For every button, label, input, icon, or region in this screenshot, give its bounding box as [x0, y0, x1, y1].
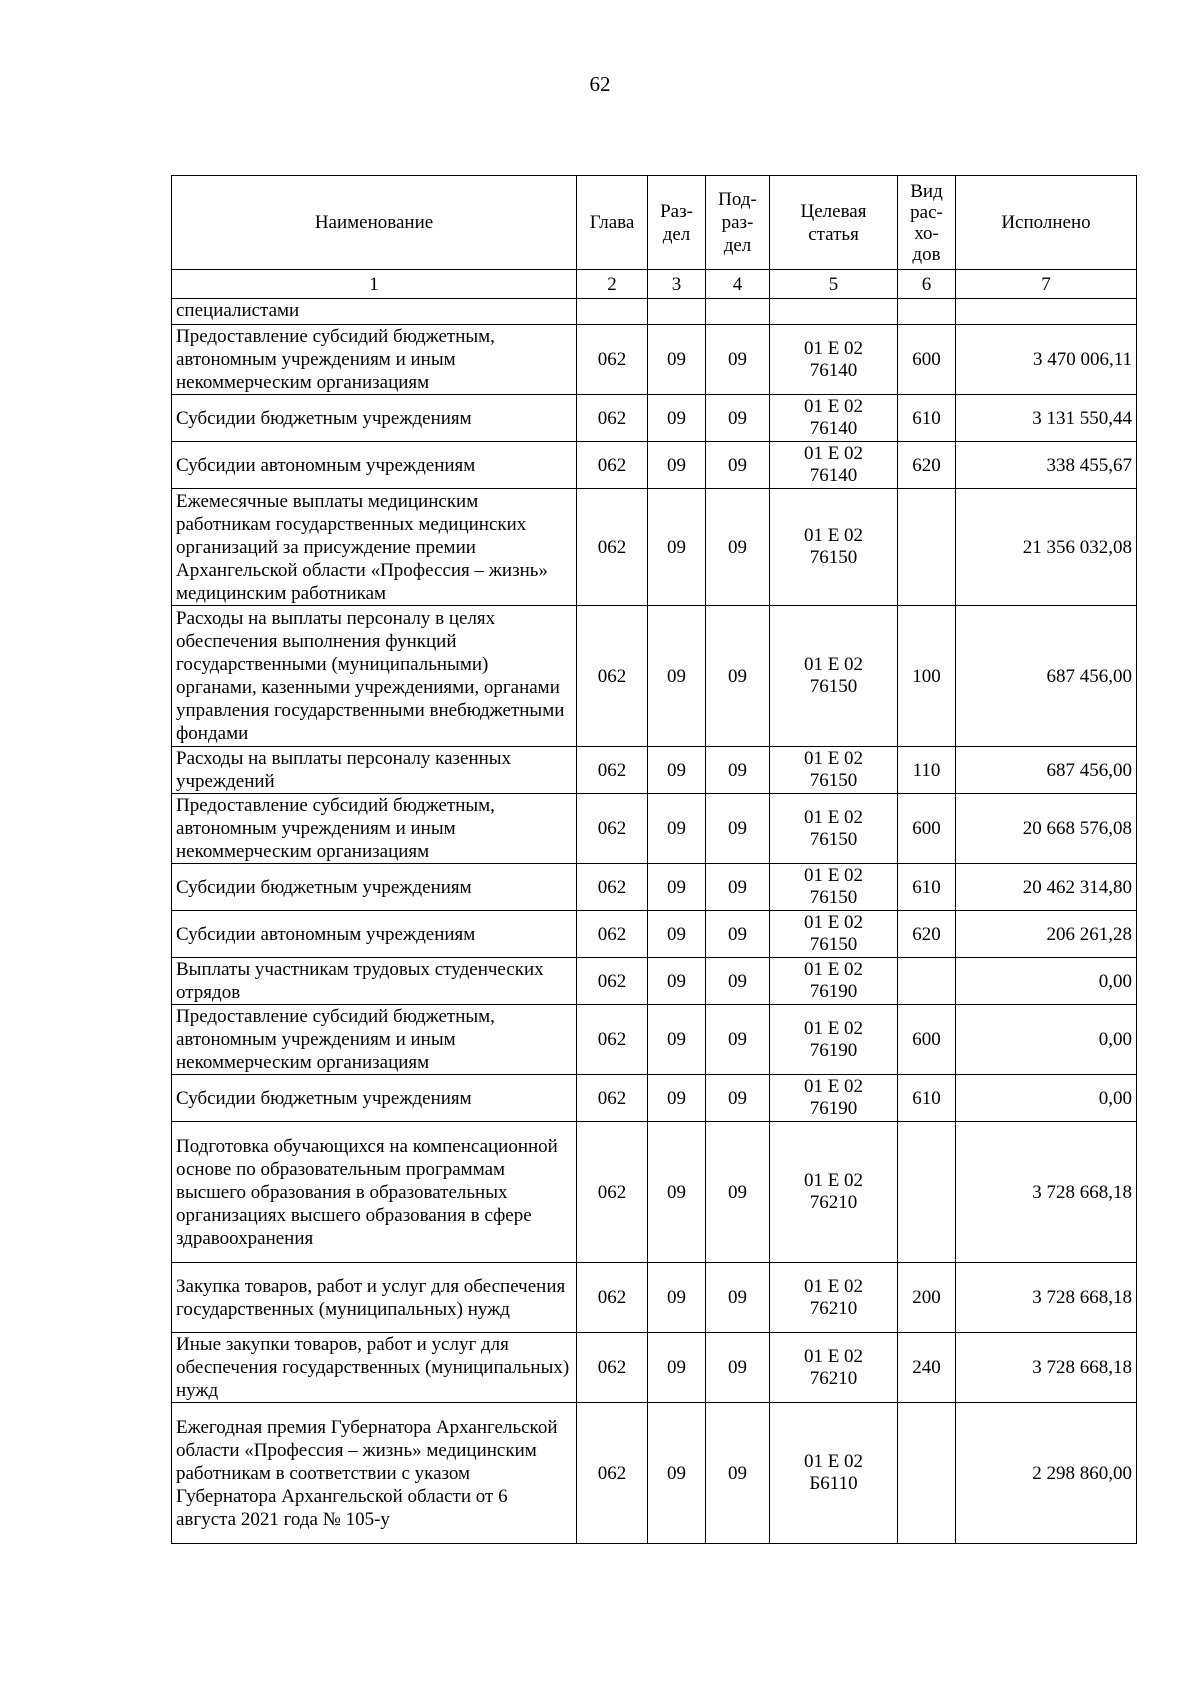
row-target-article: 01 Е 02 76210 — [770, 1263, 898, 1333]
table-row — [172, 1122, 1137, 1263]
column-number: 6 — [898, 270, 956, 299]
table-row — [172, 1403, 1137, 1544]
row-expense-type: 610 — [898, 1075, 956, 1122]
row-amount: 687 456,00 — [956, 747, 1137, 794]
header-executed: Исполнено — [956, 176, 1137, 270]
row-expense-type: 610 — [898, 864, 956, 911]
row-amount: 0,00 — [956, 958, 1137, 1005]
row-name: Выплаты участникам трудовых студенческих отрядов — [172, 958, 577, 1005]
row-name: Расходы на выплаты персоналу казенных учреждений — [172, 747, 577, 794]
row-amount: 3 131 550,44 — [956, 395, 1137, 442]
row-section: 09 — [648, 911, 706, 958]
table-row — [172, 442, 1137, 489]
header-name: Наименование — [172, 176, 577, 270]
row-section: 09 — [648, 606, 706, 747]
table-row — [172, 299, 1137, 325]
row-name: Ежегодная премия Губернатора Архангельской области «Профессия – жизнь» медицинским работникам в соответствии с указом Губернатора Архангельской области от 6 августа 2021 года № 105-у — [172, 1403, 577, 1544]
row-chapter: 062 — [577, 794, 648, 864]
row-amount: 687 456,00 — [956, 606, 1137, 747]
row-chapter: 062 — [577, 1122, 648, 1263]
row-name: Ежемесячные выплаты медицинским работникам государственных медицинских организаций за присуждение премии Архангельской области «Профессия – жизнь» медицинским работникам — [172, 489, 577, 606]
row-subsection: 09 — [706, 1263, 770, 1333]
table-row — [172, 958, 1137, 1005]
row-chapter: 062 — [577, 1403, 648, 1544]
row-section — [648, 299, 706, 325]
row-target-article: 01 Е 02 76210 — [770, 1122, 898, 1263]
row-subsection: 09 — [706, 864, 770, 911]
row-target-article: 01 Е 02 76190 — [770, 1075, 898, 1122]
row-chapter: 062 — [577, 1005, 648, 1075]
row-amount — [956, 299, 1137, 325]
row-amount: 2 298 860,00 — [956, 1403, 1137, 1544]
row-section: 09 — [648, 1122, 706, 1263]
row-section: 09 — [648, 489, 706, 606]
row-chapter: 062 — [577, 911, 648, 958]
row-subsection: 09 — [706, 1333, 770, 1403]
row-chapter: 062 — [577, 395, 648, 442]
row-name: Субсидии автономным учреждениям — [172, 442, 577, 489]
row-target-article: 01 Е 02 Б6110 — [770, 1403, 898, 1544]
table-row — [172, 1263, 1137, 1333]
column-number: 5 — [770, 270, 898, 299]
row-chapter: 062 — [577, 442, 648, 489]
row-target-article — [770, 299, 898, 325]
row-target-article: 01 Е 02 76210 — [770, 1333, 898, 1403]
column-number: 3 — [648, 270, 706, 299]
row-name: специалистами — [172, 299, 577, 325]
row-subsection: 09 — [706, 442, 770, 489]
row-section: 09 — [648, 1075, 706, 1122]
row-section: 09 — [648, 325, 706, 395]
row-chapter: 062 — [577, 747, 648, 794]
row-amount: 3 728 668,18 — [956, 1263, 1137, 1333]
row-target-article: 01 Е 02 76190 — [770, 958, 898, 1005]
row-expense-type — [898, 1403, 956, 1544]
row-target-article: 01 Е 02 76140 — [770, 395, 898, 442]
row-expense-type: 620 — [898, 911, 956, 958]
page-number: 62 — [589, 72, 611, 96]
row-section: 09 — [648, 958, 706, 1005]
header-subsection: Под- раз- дел — [706, 176, 770, 270]
row-subsection: 09 — [706, 747, 770, 794]
row-subsection: 09 — [706, 606, 770, 747]
row-amount: 20 668 576,08 — [956, 794, 1137, 864]
row-expense-type: 240 — [898, 1333, 956, 1403]
header-expense-type: Вид рас- хо- дов — [898, 176, 956, 270]
row-amount: 3 470 006,11 — [956, 325, 1137, 395]
row-target-article: 01 Е 02 76150 — [770, 747, 898, 794]
table-row — [172, 911, 1137, 958]
row-amount: 3 728 668,18 — [956, 1333, 1137, 1403]
row-section: 09 — [648, 794, 706, 864]
row-name: Подготовка обучающихся на компенсационной основе по образовательным программам высшего образования в образовательных организациях высшего образования в сфере здравоохранения — [172, 1122, 577, 1263]
row-expense-type — [898, 1122, 956, 1263]
row-amount: 206 261,28 — [956, 911, 1137, 958]
row-subsection: 09 — [706, 911, 770, 958]
row-chapter: 062 — [577, 489, 648, 606]
table-row — [172, 606, 1137, 747]
row-amount: 0,00 — [956, 1075, 1137, 1122]
header-section: Раз- дел — [648, 176, 706, 270]
row-section: 09 — [648, 1005, 706, 1075]
row-target-article: 01 Е 02 76140 — [770, 442, 898, 489]
row-section: 09 — [648, 1333, 706, 1403]
row-expense-type: 620 — [898, 442, 956, 489]
table-row — [172, 395, 1137, 442]
row-name: Закупка товаров, работ и услуг для обеспечения государственных (муниципальных) нужд — [172, 1263, 577, 1333]
row-chapter: 062 — [577, 325, 648, 395]
row-chapter: 062 — [577, 606, 648, 747]
header-target: Целевая статья — [770, 176, 898, 270]
row-subsection: 09 — [706, 395, 770, 442]
table-row — [172, 747, 1137, 794]
row-amount: 338 455,67 — [956, 442, 1137, 489]
row-name: Субсидии бюджетным учреждениям — [172, 395, 577, 442]
row-expense-type: 200 — [898, 1263, 956, 1333]
row-section: 09 — [648, 442, 706, 489]
table-row — [172, 1333, 1137, 1403]
row-section: 09 — [648, 1403, 706, 1544]
row-target-article: 01 Е 02 76150 — [770, 489, 898, 606]
row-expense-type — [898, 489, 956, 606]
row-target-article: 01 Е 02 76150 — [770, 911, 898, 958]
row-name: Иные закупки товаров, работ и услуг для обеспечения государственных (муниципальных) нужд — [172, 1333, 577, 1403]
row-name: Расходы на выплаты персоналу в целях обеспечения выполнения функций государственными (муниципальными) органами, казенными учреждениями, органами управления государственными внебюджетными фондами — [172, 606, 577, 747]
row-subsection: 09 — [706, 1005, 770, 1075]
row-subsection: 09 — [706, 325, 770, 395]
table-header — [172, 176, 1137, 299]
row-expense-type: 600 — [898, 794, 956, 864]
row-name: Субсидии бюджетным учреждениям — [172, 864, 577, 911]
row-chapter: 062 — [577, 864, 648, 911]
row-subsection: 09 — [706, 489, 770, 606]
row-section: 09 — [648, 864, 706, 911]
row-chapter: 062 — [577, 958, 648, 1005]
table-body — [172, 299, 1137, 1544]
row-name: Субсидии бюджетным учреждениям — [172, 1075, 577, 1122]
row-chapter: 062 — [577, 1333, 648, 1403]
row-name: Предоставление субсидий бюджетным, автономным учреждениям и иным некоммерческим организациям — [172, 1005, 577, 1075]
row-expense-type: 600 — [898, 325, 956, 395]
row-target-article: 01 Е 02 76150 — [770, 864, 898, 911]
row-expense-type — [898, 299, 956, 325]
column-number-row — [172, 270, 1137, 299]
table-row — [172, 1075, 1137, 1122]
column-number: 7 — [956, 270, 1137, 299]
row-subsection: 09 — [706, 1122, 770, 1263]
row-expense-type: 100 — [898, 606, 956, 747]
budget-table — [171, 175, 1137, 1544]
row-target-article: 01 Е 02 76150 — [770, 794, 898, 864]
row-amount: 21 356 032,08 — [956, 489, 1137, 606]
row-amount: 0,00 — [956, 1005, 1137, 1075]
table-row — [172, 489, 1137, 606]
row-expense-type: 600 — [898, 1005, 956, 1075]
column-number: 2 — [577, 270, 648, 299]
row-chapter: 062 — [577, 1263, 648, 1333]
table-row — [172, 325, 1137, 395]
row-chapter — [577, 299, 648, 325]
column-number: 4 — [706, 270, 770, 299]
row-subsection: 09 — [706, 958, 770, 1005]
row-amount: 3 728 668,18 — [956, 1122, 1137, 1263]
row-expense-type: 610 — [898, 395, 956, 442]
table-row — [172, 794, 1137, 864]
row-subsection: 09 — [706, 1403, 770, 1544]
row-target-article: 01 Е 02 76140 — [770, 325, 898, 395]
row-subsection: 09 — [706, 1075, 770, 1122]
header-chapter: Глава — [577, 176, 648, 270]
row-section: 09 — [648, 1263, 706, 1333]
row-name: Предоставление субсидий бюджетным, автономным учреждениям и иным некоммерческим организациям — [172, 794, 577, 864]
row-name: Субсидии автономным учреждениям — [172, 911, 577, 958]
table-row — [172, 864, 1137, 911]
row-target-article: 01 Е 02 76190 — [770, 1005, 898, 1075]
row-section: 09 — [648, 395, 706, 442]
row-subsection — [706, 299, 770, 325]
row-name: Предоставление субсидий бюджетным, автономным учреждениям и иным некоммерческим организациям — [172, 325, 577, 395]
table-row — [172, 1005, 1137, 1075]
row-chapter: 062 — [577, 1075, 648, 1122]
row-expense-type: 110 — [898, 747, 956, 794]
row-expense-type — [898, 958, 956, 1005]
row-amount: 20 462 314,80 — [956, 864, 1137, 911]
row-section: 09 — [648, 747, 706, 794]
row-target-article: 01 Е 02 76150 — [770, 606, 898, 747]
row-subsection: 09 — [706, 794, 770, 864]
column-number: 1 — [172, 270, 577, 299]
